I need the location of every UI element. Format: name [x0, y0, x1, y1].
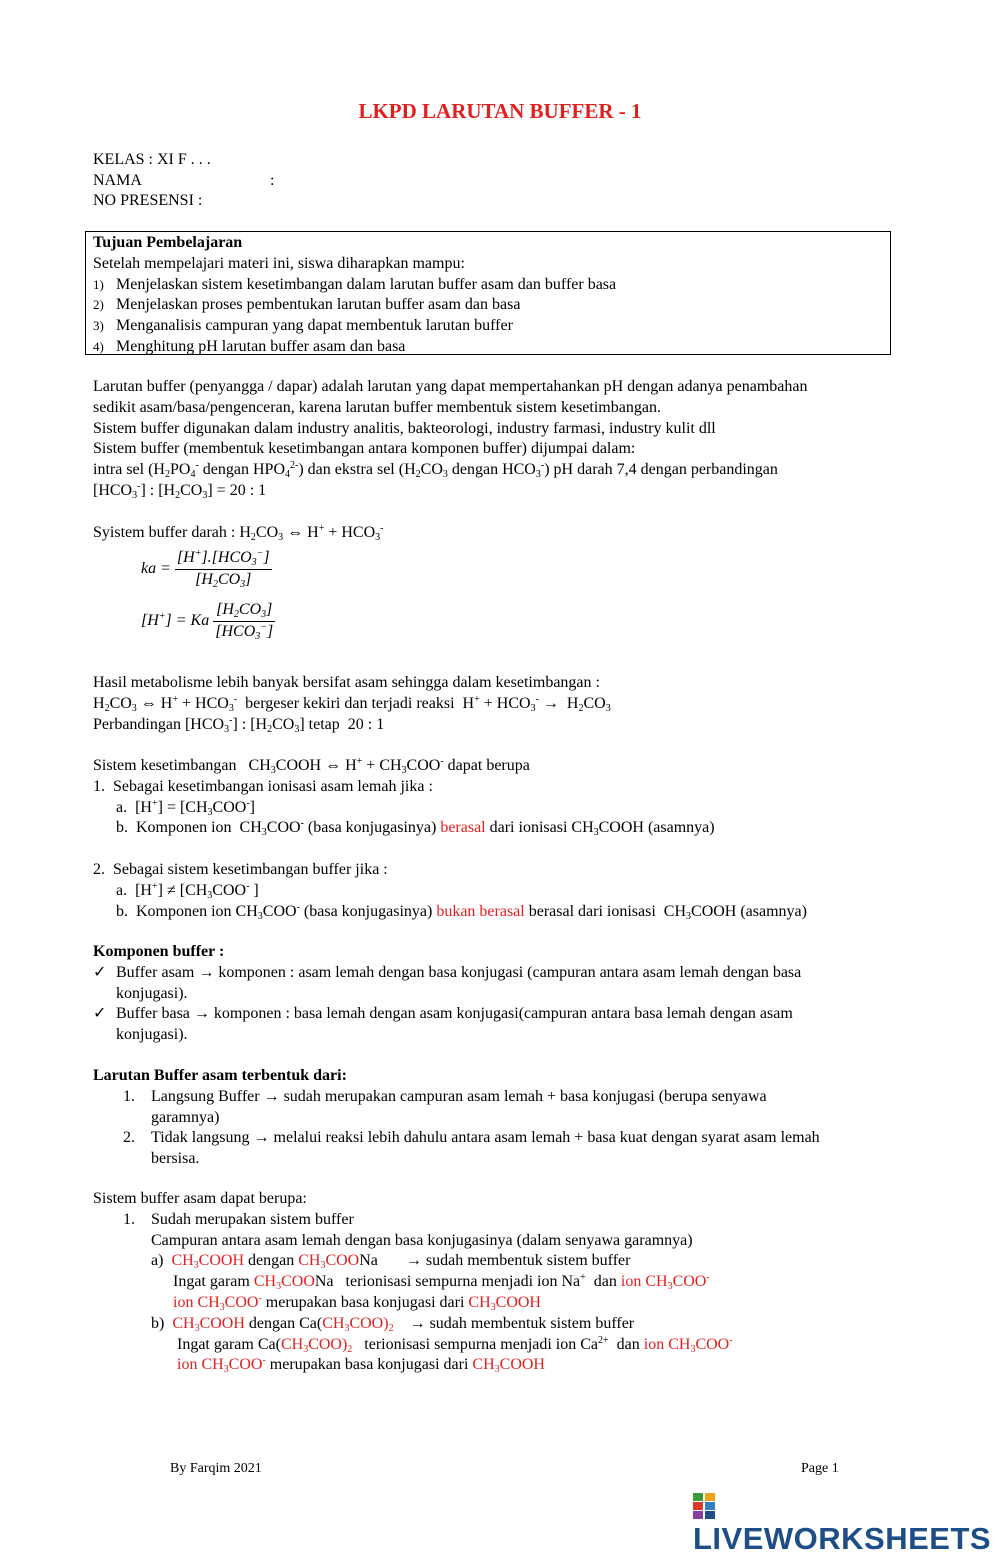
- arrow-right-icon: →: [263, 1087, 280, 1105]
- acetic-equilibrium-section: Sistem kesetimbangan $CH_3COOH$ ⇔ $H^+ + CH_3COO^-$ dapat berupa 1. Sebagai kesetimbangan ionisasi asam lemah jika : a. $[H^+] = [CH_3COO^-]$ b. Komponen ion $CH_3COO^-$ (basa konjugasinya) berasal dari ionisasi $CH_3COOH$ (asamnya) 2. Sebagai sistem kesetimbangan buffer jika : a. $[H^+] \ne [CH_3COO^-$ ] b. Komponen ion $CH_3COO^-$ (basa konjugasinya) bukan berasal berasal dari ionisasi $CH_3COOH$ (asamnya): [93, 756, 807, 922]
- ka-equation: ka = $\frac{[H^+].[HCO_3^-]}{[H_2CO_3]}$: [141, 548, 270, 590]
- komponen-item-1: ✓ Buffer asam → komponen : asam lemah dengan basa konjugasi (campuran antara asam lemah dengan basa: [93, 963, 913, 984]
- sistem-asam-title: Sistem buffer asam dapat berupa:: [93, 1190, 307, 1207]
- intro-section: [93, 377, 913, 502]
- objective-item: 1) Menjelaskan sistem kesetimbangan dalam larutan buffer asam dan buffer basa: [93, 275, 617, 293]
- intro-p4: intra sel ($H_2PO_4^-$ dengan $HPO_4^{2-}$) dan ekstra sel ($H_2CO_3$ dengan $HCO_3^-$) pH darah 7,4 dengan perbandingan: [93, 460, 778, 481]
- objectives-title: Tujuan Pembelajaran: [93, 234, 243, 251]
- footer-page-number: Page 1: [801, 1461, 839, 1476]
- objectives-intro: Setelah mempelajari materi ini, siswa diharapkan mampu:: [93, 254, 465, 272]
- intro-p5: $[HCO_3^-]$ : $[H_2CO_3] = 20$ : 1: [93, 480, 267, 501]
- nama-label: NAMA: [93, 171, 142, 189]
- intro-p1a: Larutan buffer (penyangga / dapar) adalah larutan yang dapat mempertahankan pH dengan adanya penambahan: [93, 378, 808, 395]
- student-header: [93, 150, 275, 212]
- nama-field[interactable]: [93, 171, 275, 192]
- example-b: b) $CH_3COOH$ dengan $Ca(CH_3COO)_2$ → sudah membentuk sistem buffer: [151, 1314, 635, 1334]
- metabolism-section: Hasil metabolisme lebih banyak bersifat asam sehingga dalam kesetimbangan : $H_2CO_3$ ⇔ $H^+ + HCO_3^-$ bergeser kekiri dan terjadi reaksi $H^+ + HCO_3^- \to H_2CO_3$ Perbandingan $[HCO_3^-]$ : $[H_2CO_3]$ tetap 20 : 1: [93, 674, 611, 735]
- arrow-right-icon: →: [253, 1129, 270, 1147]
- blood-buffer-line: Syistem buffer darah : $H_2CO_3$ ⇔ $H^+ + HCO_3^-$: [93, 523, 384, 543]
- komponen-section: Komponen buffer : ✓ Buffer asam → komponen : asam lemah dengan basa konjugasi (campuran antara asam lemah dengan basa konjugasi). ✓ Buffer basa → komponen : basa lemah dengan asam konjugasi(campuran antara basa lemah dengan asam konjugasi).: [93, 942, 913, 1046]
- presensi-field[interactable]: NO PRESENSI :: [93, 192, 203, 209]
- intro-p3: Sistem buffer (membentuk kesetimbangan antara komponen buffer) dijumpai dalam:: [93, 440, 636, 458]
- liveworksheets-logo-icon: [693, 1492, 715, 1518]
- h-equation: [H+] = Ka $\frac{[H_2CO_3]}{[HCO_3^-]}$: [141, 601, 274, 642]
- learning-objectives-box: [85, 231, 891, 355]
- terbentuk-item-2: 2. Tidak langsung → melalui reaksi lebih dahulu antara asam lemah + basa kuat dengan syarat asam lemah: [123, 1129, 820, 1147]
- komponen-title: Komponen buffer :: [93, 943, 225, 960]
- nama-colon: :: [270, 171, 275, 189]
- terbentuk-title: Larutan Buffer asam terbentuk dari:: [93, 1067, 347, 1084]
- check-icon: ✓: [93, 1005, 107, 1023]
- terbentuk-item-1: 1. Langsung Buffer → sudah merupakan campuran asam lemah + basa konjugasi (berupa senyawa: [123, 1087, 767, 1105]
- arrow-right-icon: →: [198, 963, 215, 981]
- check-icon: ✓: [93, 963, 107, 981]
- terbentuk-section: Larutan Buffer asam terbentuk dari: 1. Langsung Buffer → sudah merupakan campuran asam lemah + basa konjugasi (berupa senyawa garamnya) 2. Tidak langsung → melalui reaksi lebih dahulu antara asam lemah + basa kuat dengan syarat asam lemah bersisa.: [93, 1066, 913, 1170]
- objective-item: 3) Menganalisis campuran yang dapat membentuk larutan buffer: [93, 317, 513, 335]
- brand-text: LIVEWORKSHEETS: [693, 1521, 992, 1556]
- objective-item: 4) Menghitung pH larutan buffer asam dan basa: [93, 337, 406, 355]
- liveworksheets-brand[interactable]: [693, 1488, 1000, 1556]
- arrow-right-icon: →: [193, 1005, 210, 1023]
- example-a: a) $CH_3COOH$ dengan $CH_3COONa$ → sudah membentuk sistem buffer: [151, 1252, 631, 1272]
- intro-p1b: sedikit asam/basa/pengenceran, karena larutan buffer membentuk sistem kesetimbangan.: [93, 398, 661, 416]
- page-title: LKPD LARUTAN BUFFER - 1: [358, 99, 642, 123]
- footer-author: By Farqim 2021: [170, 1461, 262, 1476]
- sistem-asam-section: Sistem buffer asam dapat berupa: 1. Sudah merupakan sistem buffer Campuran antara asam lemah dengan basa konjugasinya (dalam senyawa garamnya) a) $CH_3COOH$ dengan $CH_3COONa$ → sudah membentuk sistem buffer Ingat garam $CH_3COONa$ terionisasi sempurna menjadi ion Na+ dan ion $CH_3COO^-$ ion $CH_3COO^-$ merupakan basa konjugasi dari $CH_3COOH$ b) $CH_3COOH$ dengan $Ca(CH_3COO)_2$ → sudah membentuk sistem buffer Ingat garam $Ca(CH_3COO)_2$ terionisasi sempurna menjadi ion $Ca^{2+}$ dan ion $CH_3COO^-$ ion $CH_3COO^-$ merupakan basa konjugasi dari $CH_3COOH$: [93, 1189, 913, 1376]
- kelas-field[interactable]: KELAS : XI F . . .: [93, 151, 211, 168]
- intro-p2: Sistem buffer digunakan dalam industry analitis, bakteorologi, industry farmasi, industry kulit dll: [93, 419, 716, 437]
- objective-item: 2) Menjelaskan proses pembentukan larutan buffer asam dan basa: [93, 296, 521, 314]
- komponen-item-2: ✓ Buffer basa → komponen : basa lemah dengan asam konjugasi(campuran antara basa lemah dengan asam: [93, 1004, 913, 1025]
